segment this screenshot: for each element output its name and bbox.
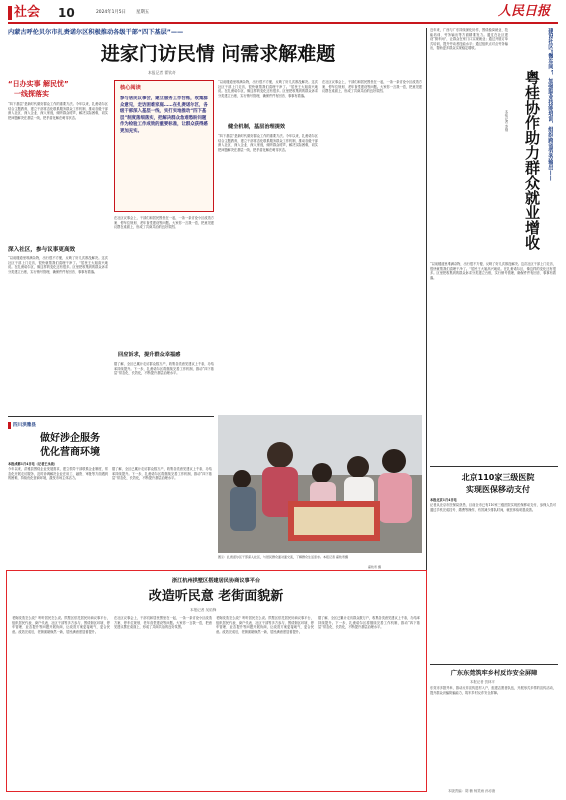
right-bottom-text: 东莞市多措并举，推动反诈宣传进村入户，组建志愿者队伍，开展形式多样的宣传活动，提升群众识骗防骗能力，筑牢乡村反诈安全屏障。 [430,686,556,695]
lead-photo [218,415,422,553]
lead-column-1-text-b: “以前楼道里堆满杂物，出行很不方便，反映了好几次都没解决。这次社区干部上门走访，很快就帮我们清理干净了。”居民王大姐高兴地说。在扎赉诺尔区，像这样的变化还有很多。区里把收集到的群众诉求分类建立台账，实行销号管理，确保件件有回音、事事有着落。 [8,256,108,274]
right-divider-1 [430,466,558,467]
lead-kicker: 内蒙古呼伦贝尔市扎赉诺尔区积极推动各级干部“四下基层”—— [8,29,184,36]
left-mid-text-1: 今年以来，洪雅县围绕企业发展需求，建立领导干部联系企业制度，常态化开展走访服务，及时协调解决企业在用工、融资、审批等方面遇到的困难，持续优化营商环境，激发市场主体活力。 [8,467,108,481]
right-mid-title-2: 实现医保移动支付 [466,485,530,494]
core-reading-title: 核心阅读 [120,85,141,91]
left-divider [8,416,214,417]
left-mid-title-1: 做好涉企服务 [40,433,100,444]
left-mid-marker [8,422,11,429]
right-vertical-byline: 本报记者 李刚 [504,110,508,132]
left-mid-byline: 本报成都1月4日电（记者王永战） [8,462,58,466]
right-divider-2 [430,664,558,665]
lead-column-3-text-b: “四下基层”是新时代做好群众工作的重要方法。今年以来，扎赉诺尔区结合主题教育，建立干部常态化联系服务群众工作机制，推动各级干部深入社区、深入企业、深入家庭，倾听群众呼声，解决实际困难，切实把问题解决在基层一线，把矛盾化解在萌芽状态。 [218,134,318,152]
right-bottom-byline: 本报记者 贺林平 [470,680,495,684]
lead-subhead-3: 健全机制，基层治理提效 [228,124,286,130]
lead-subhead-1b: 一线探落实 [14,90,49,98]
right-mid-byline: 本报北京1月4日电 [430,498,457,502]
right-mid-text: 记者从北京市医保局获悉，目前全市已有110家三级医院实现医保移动支付，参保人员可通过手机完成挂号、缴费等操作，有效减少排队时间，就医体验明显改善。 [430,503,556,512]
left-mid-logo: 四川洪雅县 [13,423,36,428]
lead-title: 进家门访民情 问需求解难题 [100,43,336,65]
page-number: 10 [58,6,75,20]
left-mid-text-2: 据了解，全区已累计走访群众数万户，收集各类意见建议上千条，办结率持续提升。下一步，扎赉诺尔区将继续完善工作机制，推动“四下基层”常态化、长效化，不断提升基层治理水平。 [112,467,212,481]
newspaper-logo: 人民日报 [498,4,551,19]
lead-column-2-text-b: 据了解，全区已累计走访群众数万户，收集各类意见建议上千条，办结率持续提升。下一步，扎赉诺尔区将继续完善工作机制，推动“四下基层”常态化、长效化，不断提升基层治理水平。 [114,362,214,376]
page-footer-editors: 本版责编：胡 楠 杨笑雨 孙亦唐 [448,789,496,793]
lead-photo-illustration [218,415,422,553]
photo-credit: 翟钦奇 摄 [368,565,381,569]
right-mid-title-1: 北京110家三级医院 [461,473,535,482]
section-name: 社会 [14,5,41,20]
masthead-bar [8,6,12,20]
issue-weekday: 星期五 [136,10,150,15]
lead-subhead-2: 深入社区，参与议事更高效 [8,247,76,253]
issue-date: 2024年1月5日 [96,10,126,15]
lead-column-1-text: “四下基层”是新时代做好群众工作的重要方法。今年以来，扎赉诺尔区结合主题教育，建立干部常态化联系服务群众工作机制，推动各级干部深入社区、深入企业、深入家庭，倾听群众呼声，解决实际困难，切实把问题解决在基层一线，把矛盾化解在萌芽状态。 [8,102,108,120]
lead-photo-caption: 图①：扎赉诺尔区干部深入社区，与居民群众面对面交流，了解群众生活需求。本报记者 翟钦奇摄 [218,555,348,559]
lead-subhead-4: 回应诉求，提升群众幸福感 [118,352,181,358]
right-column-text-1: 近年来，广西与广东持续深化协作，围绕稳岗就业、技能培训、劳务输出等方面精准发力。通过在社区建设“微车间”，让群众在家门口实现就业；通过开展订单式培训，提升劳动者技能水平；通过组织点对点劳务输出，帮助更多群众实现稳定增收。 [430,28,508,51]
right-vertical-kicker: 建设社区“微车间”，加强职业技能培训，组织跨省劳务输出—— [547,28,553,181]
lead-column-2-text: 在社区议事会上，干部们和居民围坐在一起，一条一条讨论小区改造方案、停车位规划、老年食堂建设等问题。大家你一言我一语，把意见建议摆在桌面上，形成了共商共治的良好氛围。 [114,216,214,230]
masthead-rule [8,22,558,24]
bottom-title: 改造听民意 老街面貌新 [148,589,284,604]
right-vertical-title: 粤桂协作助力群众就业增收 [523,70,541,250]
lead-subhead-1: “日办实事 解民忧” [8,80,69,88]
bottom-text-4: 据了解，全区已累计走访群众数万户，收集各类意见建议上千条，办结率持续提升。下一步，扎赉诺尔区将继续完善工作机制，推动“四下基层”常态化、长效化，不断提升基层治理水平。 [318,616,420,630]
left-mid-title-2: 优化营商环境 [40,447,100,458]
bottom-text-2: 在社区议事会上，干部们和居民围坐在一起，一条一条讨论小区改造方案、停车位规划、老年食堂建设等问题。大家你一言我一语，把意见建议摆在桌面上，形成了共商共治的良好氛围。 [114,616,212,630]
lead-byline: 本报记者 翟钦奇 [148,70,176,75]
bottom-text-3: 老街改造怎么改？听听居民怎么说。拱墅区依托居民协商议事平台，组织居民代表、商户代表、社区干部等多方参与，围绕街区环境、停车管理、业态提升等问题开展协商，让改造方案更接地气、更合民意。改造完成后，老街面貌焕然一新，居民满意度显著提升。 [216,616,314,634]
right-bottom-title: 广东东莞筑牢乡村反诈安全屏障 [450,670,538,677]
bottom-byline: 本报记者 吴焰锋 [190,608,217,612]
lead-column-4-text: 在社区议事会上，干部们和居民围坐在一起，一条一条讨论小区改造方案、停车位规划、老年食堂建设等问题。大家你一言我一语，把意见建议摆在桌面上，形成了共商共治的良好氛围。 [322,80,422,94]
lead-column-3-text: “以前楼道里堆满杂物，出行很不方便，反映了好几次都没解决。这次社区干部上门走访，很快就帮我们清理干净了。”居民王大姐高兴地说。在扎赉诺尔区，像这样的变化还有很多。区里把收集到的群众诉求分类建立台账，实行销号管理，确保件件有回音、事事有着落。 [218,80,318,98]
bottom-text-1: 老街改造怎么改？听听居民怎么说。拱墅区依托居民协商议事平台，组织居民代表、商户代表、社区干部等多方参与，围绕街区环境、停车管理、业态提升等问题开展协商，让改造方案更接地气、更合民意。改造完成后，老街面貌焕然一新，居民满意度显著提升。 [12,616,110,634]
right-column-text-2: “以前楼道里堆满杂物，出行很不方便，反映了好几次都没解决。这次社区干部上门走访，很快就帮我们清理干净了。”居民王大姐高兴地说。在扎赉诺尔区，像这样的变化还有很多。区里把收集到的群众诉求分类建立台账，实行销号管理，确保件件有回音、事事有着落。 [430,262,556,280]
bottom-kicker: 浙江杭州拱墅区搭建居民协商议事平台 [171,578,261,584]
core-reading-text: 参与居民议事会，建立服务工作台账，收集群众意见，走访困难家庭……在扎赉诺尔区，各级干部深入基层一线，实打实地推动“四下基层”制度落细落实，把解决群众急难愁盼问题作为检验工作成效的重要标准，让群众获得感更加充实。 [120,96,208,134]
